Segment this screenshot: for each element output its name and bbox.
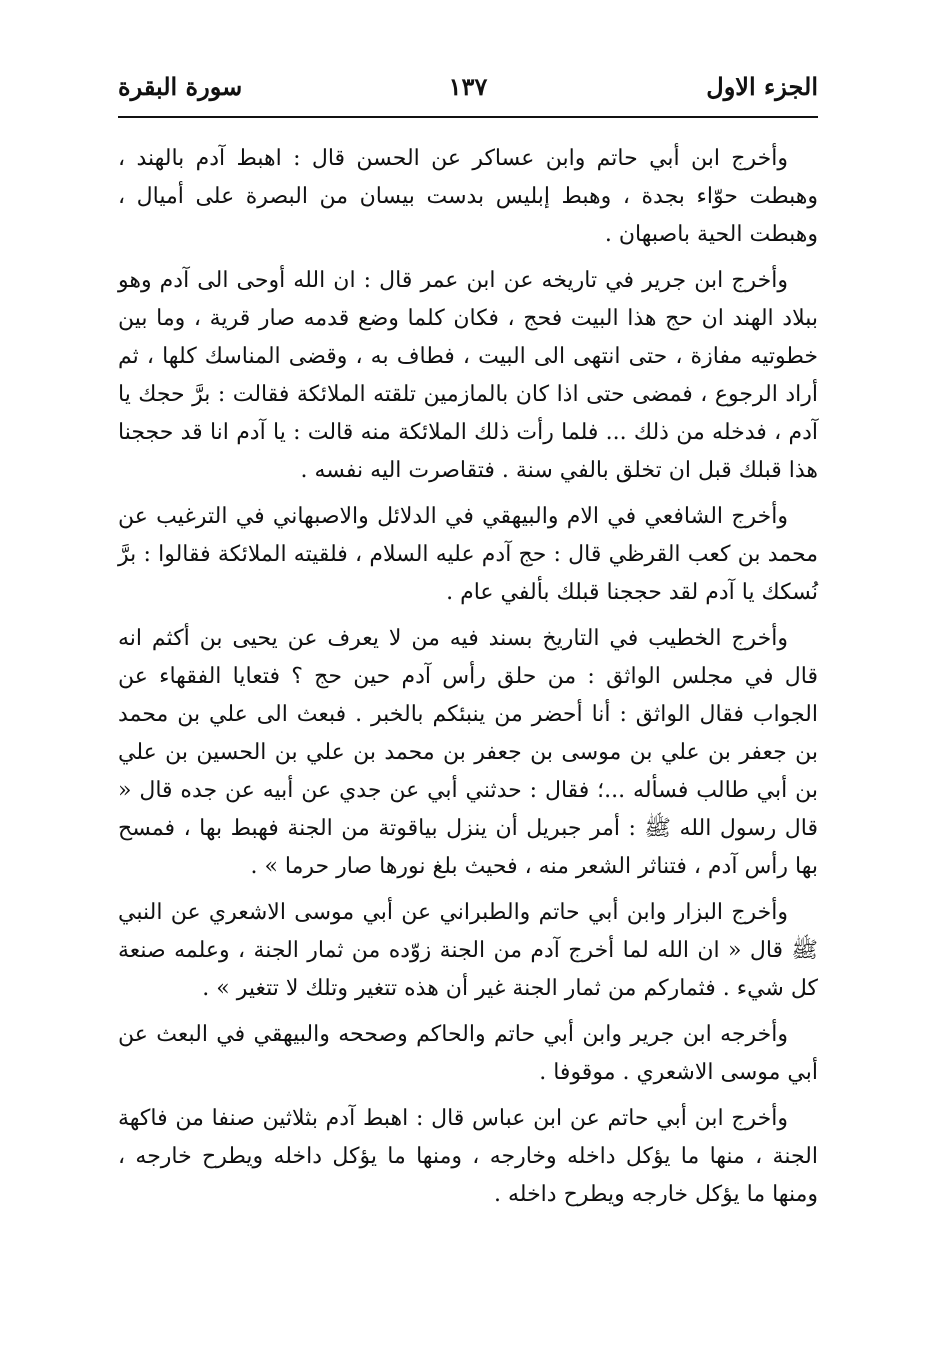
paragraph: وأخرجه ابن جرير وابن أبي حاتم والحاكم وصححه والبيهقي في البعث عن أبي موسى الاشعري . موقوفا . bbox=[118, 1022, 818, 1085]
paragraph: وأخرج الخطيب في التاريخ بسند فيه من لا يعرف عن يحيى بن أكثم انه قال في مجلس الواثق : من حلق رأس آدم حين حج ؟ فتعايا الفقهاء عن الجواب فقال الواثق : أنا أحضر من ينبئكم بالخبر . فبعث الى علي بن محمد بن جعفر بن علي بن موسى بن جعفر بن محمد بن علي بن الحسين بن علي بن أبي طالب فسأله ...؛ فقال : حدثني أبي عن جدي عن أبيه عن جده قال « قال رسول الله ﷺ : أمر جبريل أن ينزل بياقوتة من الجنة فهبط بها ، فمسح بها رأس آدم ، فتناثر الشعر منه ، فحيث بلغ نورها صار حرما » . bbox=[118, 626, 819, 879]
paragraph: وأخرج ابن جرير في تاريخه عن ابن عمر قال : ان الله أوحى الى آدم وهو ببلاد الهند ان حج هذا البيت فحج ، فكان كلما وضع قدمه صار قرية ، وما بين خطوتيه مفازة ، حتى انتهى الى البيت ، فطاف به ، وقضى المناسك كلها ، ثم أراد الرجوع ، فمضى حتى اذا كان بالمازمين تلقته الملائكة فقالت : برَّ حجك يا آدم ، فدخله من ذلك ... فلما رأت ذلك الملائكة منه قالت : يا آدم انا قد حججنا هذا قبلك قبل ان تخلق بالفي سنة . فتقاصرت اليه نفسه . bbox=[118, 268, 818, 483]
volume-title: الجزء الاول bbox=[706, 72, 818, 101]
book-page bbox=[118, 60, 818, 1222]
page-header bbox=[118, 60, 818, 118]
paragraph: وأخرج ابن أبي حاتم عن ابن عباس قال : اهبط آدم بثلاثين صنفا من فاكهة الجنة ، منها ما يؤكل داخله وخارجه ، ومنها ما يؤكل داخله ويطرح خارجه ، ومنها ما يؤكل خارجه ويطرح داخله . bbox=[118, 1106, 818, 1207]
paragraph: وأخرج ابن أبي حاتم وابن عساكر عن الحسن قال : اهبط آدم بالهند ، وهبطت حوّاء بجدة ، وهبط إبليس بدست بيسان من البصرة على أميال ، وهبطت الحية باصبهان . bbox=[118, 146, 818, 247]
surah-title: سورة البقرة bbox=[118, 72, 243, 101]
paragraph: وأخرج البزار وابن أبي حاتم والطبراني عن أبي موسى الاشعري عن النبي ﷺ قال « ان الله لما أخرج آدم من الجنة زوّده من ثمار الجنة ، وعلمه صنعة كل شيء . فثماركم من ثمار الجنة غير أن هذه تتغير وتلك لا تتغير » . bbox=[118, 900, 818, 1001]
page-number: ١٣٧ bbox=[448, 72, 488, 101]
page-body bbox=[118, 140, 818, 1214]
paragraph: وأخرج الشافعي في الام والبيهقي في الدلائل والاصبهاني في الترغيب عن محمد بن كعب القرظي قال : حج آدم عليه السلام ، فلقيته الملائكة فقالوا : برَّ نُسكك يا آدم لقد حججنا قبلك بألفي عام . bbox=[118, 504, 818, 605]
